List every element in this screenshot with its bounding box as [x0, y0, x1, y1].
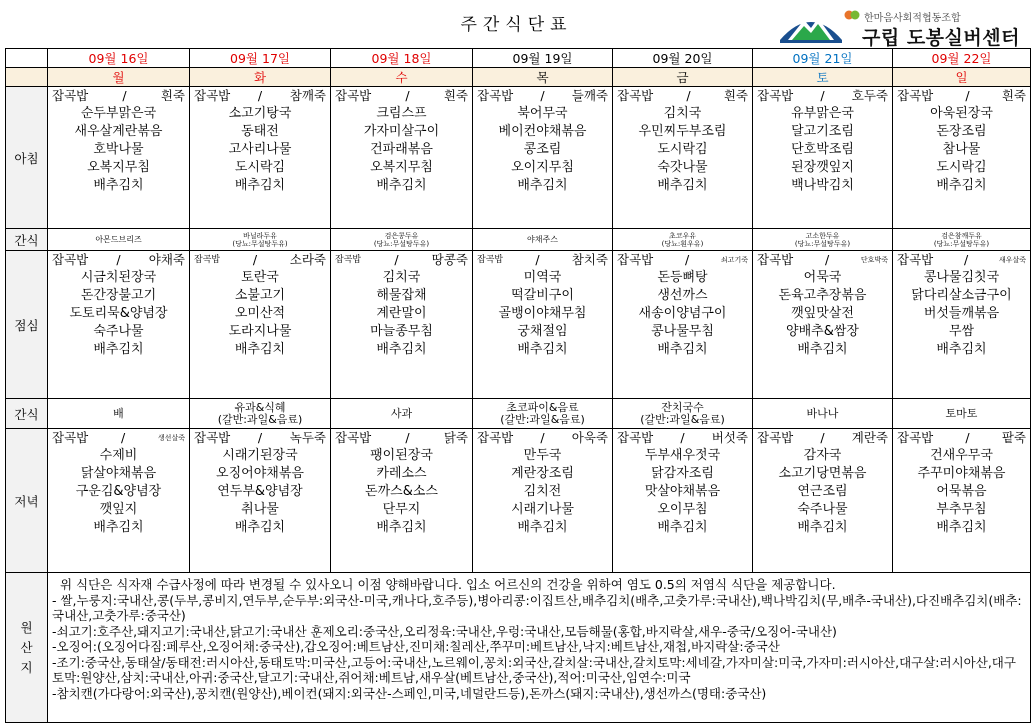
dish-item: 건새우무국: [930, 448, 993, 463]
dish-item: 해물잡채: [376, 288, 427, 303]
porridge-label: 새우살죽: [998, 256, 1026, 264]
rice-label: 잡곡밥: [335, 88, 372, 103]
weekday-cell: 토: [753, 68, 893, 87]
slash: /: [824, 252, 830, 267]
slash: /: [686, 88, 691, 103]
slash: /: [540, 430, 545, 445]
dish-item: 순두부맑은국: [80, 106, 157, 121]
dish-item: 취나물: [241, 502, 279, 517]
meal-label: 아침: [6, 87, 48, 229]
porridge-label: 녹두죽: [289, 430, 326, 445]
dish-item: 오이지무침: [511, 160, 574, 175]
dish-item: 만두국: [523, 448, 562, 463]
dish-item: 오복지무침: [370, 160, 433, 175]
rice-label: 잡곡밥: [897, 430, 934, 445]
snack-item: (갈반:과일&음료): [500, 412, 585, 426]
porridge-label: 소라죽: [289, 252, 326, 267]
rice-porridge-line: [473, 87, 612, 105]
dish-item: 단무지: [382, 502, 421, 517]
snack1-cell: [893, 229, 1031, 251]
origin-label-text: 원산지: [20, 619, 33, 675]
origin-row: [6, 573, 1031, 723]
slash: /: [120, 430, 126, 445]
origin-line: -쇠고기:호주산,돼지고기:국내산,닭고기:국내산 훈제오리:중국산,오리정육:국내산,우렁:국내산,모듬해물(홍합,바지락살,새우-중국/오징어-국내산): [52, 623, 837, 639]
dish-item: 건파래볶음: [370, 142, 433, 157]
snack-item: 초코우유: [668, 231, 697, 240]
rice-label: 잡곡밥: [617, 252, 654, 267]
rice-label: 잡곡밥: [477, 430, 514, 445]
weekday-cell: 일: [893, 68, 1031, 87]
dish-item: 오징어야채볶음: [216, 466, 304, 481]
dish-item: 배추김치: [376, 520, 427, 535]
rice-porridge-line: [48, 429, 189, 447]
dish-item: 골뱅이야채무침: [498, 306, 587, 321]
date-cell: 09월 20일: [613, 49, 753, 68]
dish-item: 배추김치: [657, 520, 708, 535]
rice-porridge-line: [331, 87, 472, 105]
lunch-cell: [893, 251, 1031, 399]
dish-item: 배추김치: [234, 520, 286, 535]
dish-item: 배추김치: [657, 342, 708, 357]
lunch-cell: [48, 251, 190, 399]
dish-item: 배추김치: [93, 342, 144, 357]
dinner-cell: [613, 429, 753, 573]
dish-item: 도시락김: [657, 142, 708, 157]
dish-item: 소고기당면볶음: [778, 466, 867, 481]
dish-item: 배추김치: [376, 178, 427, 193]
breakfast-cell: [48, 87, 190, 229]
dish-item: 고사리나물: [228, 142, 292, 157]
dish-item: 백나박김치: [791, 178, 854, 193]
slash: /: [965, 88, 970, 103]
dish-item: 콩나물김칫국: [923, 270, 1000, 285]
lunch-cell: [473, 251, 613, 399]
dish-item: 오미산적: [234, 306, 286, 321]
dinner-cell: [753, 429, 893, 573]
dish-item: 돈육고추장볶음: [778, 288, 867, 303]
snack-item: (당뇨:무설탕두유): [373, 239, 430, 248]
org-logo: [778, 6, 1033, 49]
dish-item: 배추김치: [376, 342, 427, 357]
dinner-row: [6, 429, 1031, 573]
dish-item: 마늘종무침: [370, 324, 433, 339]
origin-line: 위 식단은 식자재 수급사정에 따라 변경될 수 있사오니 이점 양해바랍니다. 입소 어르신의 건강을 위하여 염도 0.5의 저염식 식단을 제공합니다.: [60, 577, 836, 592]
dish-item: 돈장조림: [936, 124, 987, 139]
dinner-cell: [473, 429, 613, 573]
snack-item: (갈반:과일&음료): [217, 412, 303, 426]
snack1-cell: [331, 229, 473, 251]
rice-porridge-line: [473, 429, 612, 447]
snack-item: 바닐라두유: [243, 231, 277, 240]
slash: /: [394, 252, 399, 267]
dish-item: 연두부&양념장: [217, 484, 303, 499]
breakfast-row: [6, 87, 1031, 229]
rice-porridge-line: [893, 429, 1030, 447]
date-cell: 09월 16일: [48, 49, 190, 68]
weekday-cell: 목: [473, 68, 613, 87]
breakfast-cell: [753, 87, 893, 229]
slash: /: [684, 252, 690, 267]
snack1-cell: [613, 229, 753, 251]
porridge-label: 팥죽: [1001, 430, 1026, 445]
rice-label: 잡곡밥: [335, 255, 362, 265]
rice-label: 잡곡밥: [617, 88, 654, 103]
rice-porridge-line: [331, 251, 472, 269]
slash: /: [405, 88, 410, 103]
dish-item: 부추무침: [936, 502, 987, 517]
corner-cell: [6, 49, 48, 68]
dish-item: 달고기조림: [791, 124, 854, 139]
snack2-cell: [331, 399, 473, 429]
dish-item: 돈등뼈탕: [657, 270, 708, 285]
slash: /: [963, 252, 969, 267]
origin-notes: [48, 573, 1031, 723]
snack1-row: [6, 229, 1031, 251]
dish-item: 팽이된장국: [370, 448, 433, 463]
dish-item: 김치국: [663, 106, 702, 121]
dish-item: 버섯들깨볶음: [923, 306, 1000, 321]
dish-item: 참나물: [942, 142, 981, 157]
page-title: 주간식단표: [460, 15, 573, 35]
rice-label: 잡곡밥: [757, 88, 794, 103]
porridge-label: 흰죽: [443, 88, 468, 103]
dish-item: 떡갈비구이: [511, 288, 574, 303]
date-row: [6, 49, 1031, 68]
dish-item: 배추김치: [93, 520, 144, 535]
date-cell: 09월 22일: [893, 49, 1031, 68]
snack-item: 잔치국수: [661, 400, 704, 414]
weekday-cell: 화: [190, 68, 331, 87]
leaf-icon: [844, 8, 860, 22]
dish-item: 콩조림: [523, 142, 562, 157]
porridge-label: 호두죽: [851, 88, 888, 103]
porridge-label: 쇠고기죽: [720, 256, 748, 264]
origin-line: - 쌀,누룽지:국내산,콩(두부,콩비지,연두부,순두부:외국산-미국,캐나다,호주등),병아리콩:이집트산,배추김치(배추,고춧가루:국내산),백나박김치(무,배추-국내산),다진배추김치(배추:국내산,고춧가루:중국산): [52, 592, 1022, 623]
dish-item: 새송이양념구이: [638, 306, 727, 321]
dish-item: 맛살야채볶음: [644, 484, 721, 499]
dish-item: 배추김치: [936, 520, 987, 535]
breakfast-cell: [331, 87, 473, 229]
dish-item: 아욱된장국: [930, 106, 993, 121]
dish-item: 숙주나물: [797, 502, 848, 517]
rice-porridge-line: [893, 251, 1030, 269]
lunch-row: [6, 251, 1031, 399]
snack-item: 검은콩두유: [384, 231, 419, 240]
rice-porridge-line: [753, 251, 892, 269]
rice-label: 잡곡밥: [335, 430, 372, 445]
snack-item: (갈반:과일&음료): [640, 412, 725, 426]
rice-porridge-line: [613, 251, 752, 269]
dish-item: 배추김치: [93, 178, 144, 193]
snack1-cell: [48, 229, 190, 251]
dish-item: 궁채절임: [517, 324, 568, 339]
porridge-label: 닭죽: [443, 430, 468, 445]
dish-item: 어묵볶음: [936, 484, 987, 499]
snack1-cell: [753, 229, 893, 251]
rice-porridge-line: [190, 429, 330, 447]
date-cell: 09월 19일: [473, 49, 613, 68]
slash: /: [257, 430, 263, 445]
snack2-cell: [613, 399, 753, 429]
dish-item: 닭감자조림: [651, 466, 714, 481]
dish-item: 계란말이: [376, 306, 427, 321]
dish-item: 크림스프: [376, 106, 427, 121]
dish-item: 배추김치: [936, 342, 987, 357]
dish-item: 배추김치: [234, 342, 286, 357]
dish-item: 돈간장불고기: [80, 288, 157, 303]
origin-label: [6, 573, 48, 723]
snack-item: 초코파이&음료: [506, 400, 579, 414]
rice-label: 잡곡밥: [477, 88, 514, 103]
rice-porridge-line: [753, 429, 892, 447]
date-cell: 09월 21일: [753, 49, 893, 68]
dish-item: 새우살계란볶음: [74, 124, 163, 139]
dish-item: 감자국: [803, 448, 842, 463]
dish-item: 시래기된장국: [222, 448, 298, 463]
porridge-label: 계란죽: [851, 430, 888, 445]
rice-label: 잡곡밥: [757, 252, 794, 267]
dish-item: 우민찌두부조림: [638, 124, 727, 139]
dish-item: 도시락김: [234, 160, 286, 175]
dish-item: 배추김치: [797, 342, 848, 357]
dish-item: 구운김&양념장: [75, 484, 162, 499]
dish-item: 깻잎맛살전: [791, 306, 854, 321]
snack-item: (당뇨:흰우유): [661, 239, 704, 248]
rice-porridge-line: [190, 251, 330, 269]
lunch-cell: [331, 251, 473, 399]
dish-item: 양배추&쌈장: [786, 324, 859, 339]
dish-item: 돈까스&소스: [365, 484, 438, 499]
dinner-cell: [48, 429, 190, 573]
dinner-cell: [190, 429, 331, 573]
breakfast-cell: [613, 87, 753, 229]
porridge-label: 땅콩죽: [431, 252, 468, 267]
snack-item: 고소한두유: [805, 231, 840, 240]
dish-item: 주꾸미야채볶음: [917, 466, 1006, 481]
snack1-cell: [473, 229, 613, 251]
snack-item: 배: [113, 406, 124, 420]
rice-label: 잡곡밥: [194, 88, 231, 103]
slash: /: [540, 88, 545, 103]
dish-item: 닭살야채볶음: [80, 466, 157, 481]
snack2-cell: [893, 399, 1031, 429]
meal-label: 점심: [6, 251, 48, 399]
weekday-row: [6, 68, 1031, 87]
dish-item: 김치전: [523, 484, 562, 499]
rice-label: 잡곡밥: [52, 430, 89, 445]
snack-item: 유과&식혜: [234, 400, 286, 414]
dish-item: 도토리묵&양념장: [69, 306, 168, 321]
dinner-cell: [893, 429, 1031, 573]
dish-item: 카레소스: [376, 466, 427, 481]
slash: /: [122, 88, 127, 103]
porridge-label: 흰죽: [160, 88, 185, 103]
snack-item: 사과: [390, 406, 413, 420]
porridge-label: 버섯죽: [711, 430, 748, 445]
weekly-menu-table: [5, 48, 1031, 723]
snack-item: 야채주스: [527, 235, 558, 244]
dish-item: 두부새우젓국: [644, 448, 721, 463]
origin-line: -조기:중국산,동태살/동태전:러시아산,동태토막:미국산,고등어:국내산,노르웨이,꽁치:외국산,갈치살:국내산,갈치토막:세네갈,가자미살:미국,가자미:러시아산,대구살:러시아산,대구토막:원양산,삼치:국내산,아귀:중국산,달고기:국내산,쥐어채:베트남,새우살(베트남산,중국산),적어:미국산,임연수:미국: [52, 654, 1016, 685]
dish-item: 소불고기: [234, 288, 286, 303]
slash: /: [680, 430, 685, 445]
org-name: 구립 도봉실버센터: [862, 27, 1020, 49]
dinner-cell: [331, 429, 473, 573]
rice-porridge-line: [473, 251, 612, 269]
dish-item: 토란국: [241, 270, 279, 285]
dish-item: 시금치된장국: [80, 270, 157, 285]
rice-porridge-line: [893, 87, 1030, 105]
dish-item: 단호박조림: [791, 142, 854, 157]
weekday-cell: 금: [613, 68, 753, 87]
slash: /: [405, 430, 410, 445]
snack-item: (당뇨:무설탕두유): [794, 239, 851, 248]
mountain-logo-icon: [778, 6, 844, 46]
dish-item: 오복지무침: [87, 160, 150, 175]
weekday-cell: 수: [331, 68, 473, 87]
dish-item: 배추김치: [797, 520, 848, 535]
rice-label: 잡곡밥: [757, 430, 794, 445]
dish-item: 베이컨야채볶음: [498, 124, 587, 139]
slash: /: [535, 252, 540, 267]
snack2-row: [6, 399, 1031, 429]
origin-line: -오징어:(오징어다짐:페루산,오징어채:중국산),갑오징어:베트남산,진미채:칠레산,쭈꾸미:베트남산,낙지:베트남산,재첩,바지락살:중국산: [52, 639, 780, 654]
meal-label: 간식: [6, 399, 48, 429]
dish-item: 무쌈: [948, 324, 975, 339]
dish-item: 북어무국: [517, 106, 568, 121]
porridge-label: 단호박죽: [860, 256, 888, 264]
dish-item: 연근조림: [797, 484, 848, 499]
snack-item: 검은참깨두유: [941, 231, 982, 240]
dish-item: 배추김치: [517, 342, 568, 357]
dish-item: 배추김치: [234, 178, 286, 193]
dish-item: 가자미살구이: [363, 124, 440, 139]
dish-item: 호박나물: [93, 142, 144, 157]
rice-porridge-line: [613, 429, 752, 447]
dish-item: 소고기탕국: [228, 106, 292, 121]
snack-item: (당뇨:무설탕두유): [933, 239, 990, 248]
snack2-cell: [190, 399, 331, 429]
lunch-cell: [190, 251, 331, 399]
porridge-label: 아욱죽: [571, 430, 608, 445]
dish-item: 동태전: [241, 124, 279, 139]
dish-item: 미역국: [523, 270, 562, 285]
slash: /: [965, 430, 970, 445]
snack1-cell: [190, 229, 331, 251]
porridge-label: 참치죽: [571, 252, 608, 267]
snack-item: (당뇨:무설탕두유): [232, 239, 288, 248]
porridge-label: 들깨죽: [571, 88, 608, 103]
rice-porridge-line: [190, 87, 330, 105]
dish-item: 시래기나물: [511, 502, 574, 517]
meal-label: 간식: [6, 229, 48, 251]
snack-item: 바나나: [806, 406, 839, 420]
dish-item: 생선까스: [657, 288, 708, 303]
snack2-cell: [473, 399, 613, 429]
date-cell: 09월 18일: [331, 49, 473, 68]
dish-item: 도라지나물: [228, 324, 292, 339]
origin-line: -참치캔(가다랑어:외국산),꽁치캔(원양산),베이컨(돼지:외국산-스페인,미국,네덜란드등),돈까스(돼지:국내산),생선까스(명태:중국산): [52, 685, 767, 701]
date-cell: 09월 17일: [190, 49, 331, 68]
rice-porridge-line: [48, 251, 189, 269]
slash: /: [116, 252, 121, 267]
dish-item: 오이무침: [657, 502, 708, 517]
snack2-cell: [48, 399, 190, 429]
breakfast-cell: [473, 87, 613, 229]
porridge-label: 흰죽: [1001, 88, 1026, 103]
dish-item: 배추김치: [517, 520, 568, 535]
rice-porridge-line: [613, 87, 752, 105]
porridge-label: 야채죽: [148, 252, 185, 267]
rice-porridge-line: [331, 429, 472, 447]
lunch-cell: [753, 251, 893, 399]
corner-cell: [6, 68, 48, 87]
rice-label: 잡곡밥: [897, 252, 934, 267]
rice-label: 잡곡밥: [194, 255, 221, 265]
org-name-small: 한마음사회적협동조합: [864, 13, 961, 24]
snack-item: 토마토: [945, 406, 978, 420]
dish-item: 배추김치: [657, 178, 708, 193]
porridge-label: 흰죽: [723, 88, 748, 103]
porridge-label: 참깨죽: [289, 88, 326, 103]
dish-item: 배추김치: [517, 178, 568, 193]
breakfast-cell: [190, 87, 331, 229]
rice-label: 잡곡밥: [617, 430, 654, 445]
snack2-cell: [753, 399, 893, 429]
rice-porridge-line: [48, 87, 189, 105]
rice-label: 잡곡밥: [194, 430, 231, 445]
rice-label: 잡곡밥: [52, 252, 89, 267]
dish-item: 깻잎지: [99, 502, 138, 517]
dish-item: 수제비: [99, 448, 138, 463]
header: [0, 0, 1033, 48]
dish-item: 숙갓나물: [657, 160, 708, 175]
rice-label: 잡곡밥: [897, 88, 934, 103]
slash: /: [820, 430, 825, 445]
dish-item: 계란장조림: [511, 466, 574, 481]
dish-item: 닭다리살소금구이: [911, 288, 1012, 303]
breakfast-cell: [893, 87, 1031, 229]
dish-item: 배추김치: [936, 178, 987, 193]
rice-label: 잡곡밥: [477, 255, 504, 265]
porridge-label: 생선살죽: [157, 434, 185, 442]
dish-item: 유부맑은국: [791, 106, 854, 121]
dish-item: 숙주나물: [93, 324, 144, 339]
dish-item: 된장깻잎지: [791, 160, 854, 175]
dish-item: 콩나물무침: [651, 324, 714, 339]
slash: /: [252, 252, 258, 267]
weekday-cell: 월: [48, 68, 190, 87]
rice-label: 잡곡밥: [52, 88, 89, 103]
snack-item: 아몬드브리즈: [95, 235, 142, 244]
dish-item: 김치국: [382, 270, 421, 285]
lunch-cell: [613, 251, 753, 399]
dish-item: 도시락김: [936, 160, 987, 175]
meal-label: 저녁: [6, 429, 48, 573]
slash: /: [820, 88, 825, 103]
slash: /: [257, 88, 263, 103]
dish-item: 어묵국: [803, 270, 842, 285]
rice-porridge-line: [753, 87, 892, 105]
